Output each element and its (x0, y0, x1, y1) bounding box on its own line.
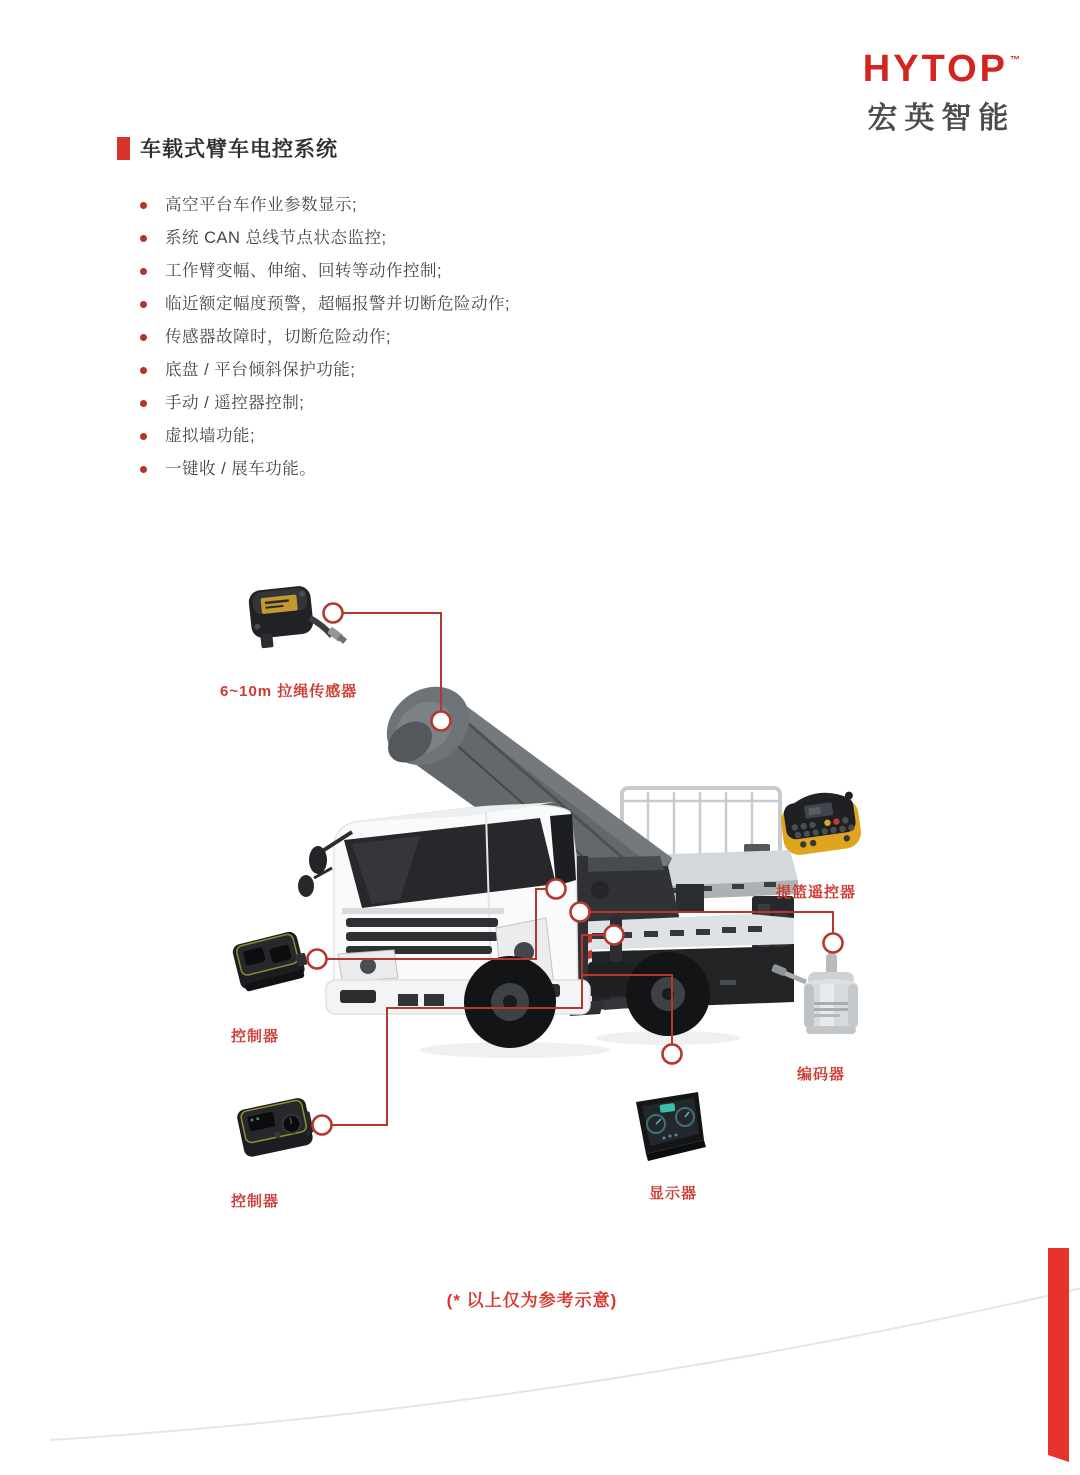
feature-item: 一键收 / 展车功能。 (138, 453, 510, 486)
feature-item: 传感器故障时，切断危险动作; (138, 321, 510, 354)
page-title: 车载式臂车电控系统 (140, 138, 338, 161)
feature-item: 系统 CAN 总线节点状态监控; (138, 222, 510, 255)
corner-red-stripe (1048, 1248, 1069, 1462)
feature-item: 高空平台车作业参数显示; (138, 189, 510, 222)
footer-curve (50, 1288, 1080, 1440)
controller-top-image (231, 929, 311, 993)
controller-bottom-image (236, 1096, 316, 1158)
reference-note: (* 以上仅为参考示意) (446, 1291, 618, 1310)
basket-remote-image (778, 791, 863, 857)
label-encoder: 编码器 (797, 1066, 846, 1083)
heading-accent-bar (117, 137, 130, 160)
trademark-mark: ™ (1010, 55, 1020, 66)
logo-brand-text: HYTOP (862, 48, 1008, 90)
truck-illustration (298, 671, 798, 1058)
label-basket-remote: 提篮遥控器 (776, 884, 857, 901)
label-controller-top: 控制器 (231, 1028, 280, 1045)
feature-item: 手动 / 遥控器控制; (138, 387, 510, 420)
label-controller-bottom: 控制器 (231, 1193, 280, 1210)
feature-item: 临近额定幅度预警，超幅报警并切断危险动作; (138, 288, 510, 321)
logo (863, 50, 1020, 137)
feature-list (138, 189, 510, 486)
feature-item: 底盘 / 平台倾斜保护功能; (138, 354, 510, 387)
section-heading (117, 133, 338, 163)
feature-item: 虚拟墙功能; (138, 420, 510, 453)
logo-subbrand-text: 宏英智能 (867, 102, 1016, 135)
label-rope-sensor: 6~10m 拉绳传感器 (220, 683, 358, 700)
display-image (636, 1092, 706, 1161)
system-diagram (0, 540, 1080, 1240)
feature-item: 工作臂变幅、伸缩、回转等动作控制; (138, 255, 510, 288)
footer-decoration (0, 1240, 1080, 1475)
logo-wordmark (863, 50, 1020, 88)
label-display: 显示器 (649, 1185, 698, 1202)
